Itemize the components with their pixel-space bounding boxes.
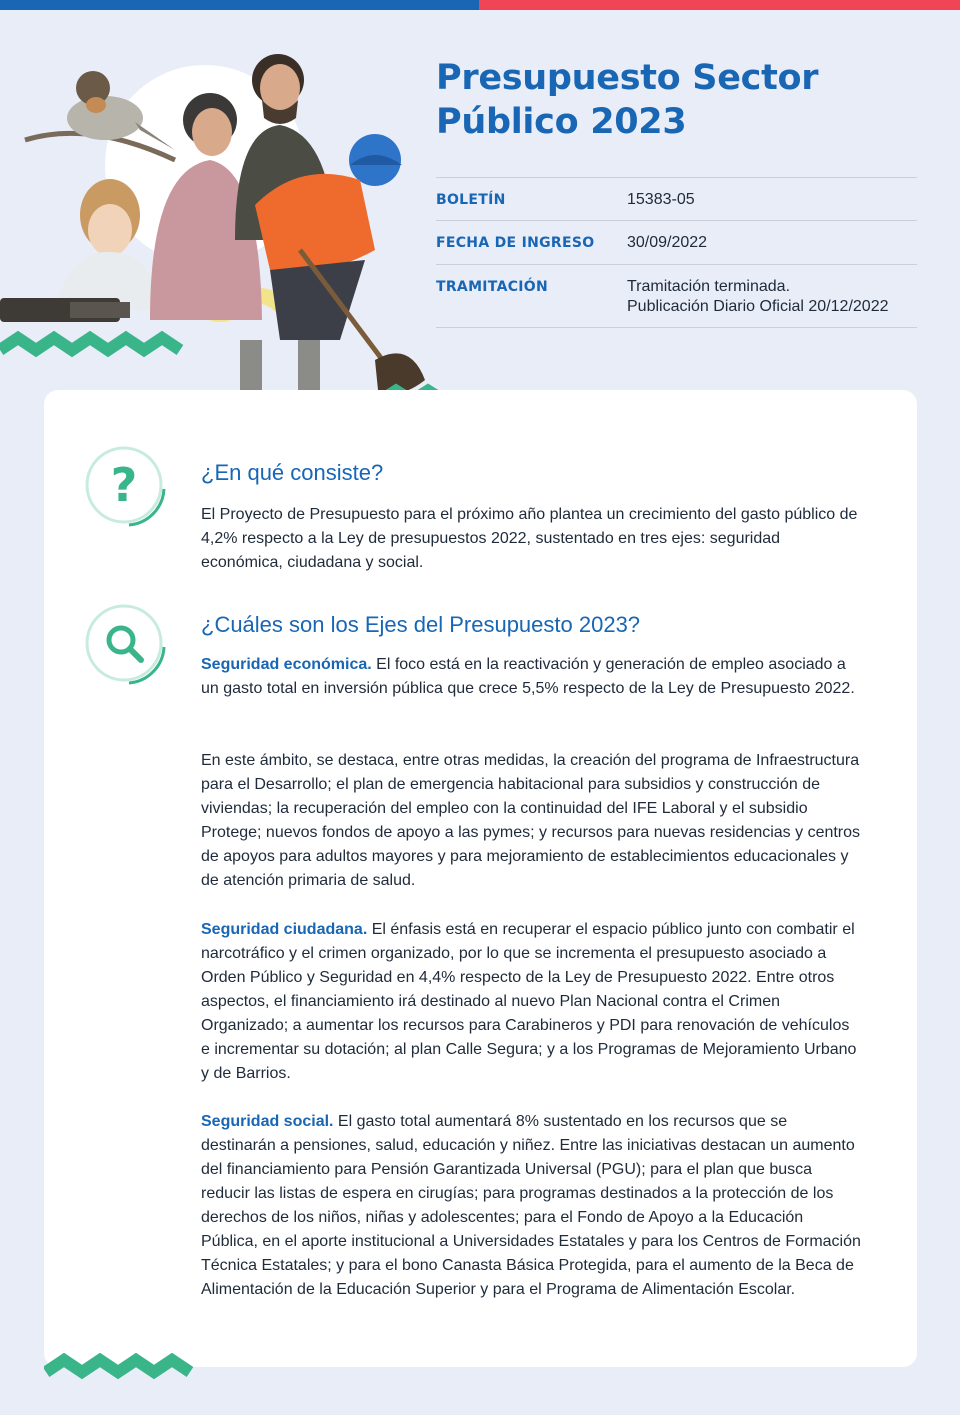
meta-value-block <box>627 277 888 327</box>
section-paragraph: El Proyecto de Presupuesto para el próximo año plantea un crecimiento del gasto público de 4,2% respecto a la Ley de presupuestos 2022, sustentado en tres ejes: seguridad económica, ciudadana y social. <box>201 506 858 571</box>
section-title: ¿Cuáles son los Ejes del Presupuesto 2023? <box>201 612 641 637</box>
hero-illustration <box>0 40 450 420</box>
paragraph-body: El foco está en la reactivación y generación de empleo asociado a un gasto total en inversión pública que crece 5,5% respecto de la Ley de Presupuesto 2022. <box>201 656 855 697</box>
paragraph-lead: Seguridad económica. <box>201 656 372 673</box>
section-paragraph <box>201 653 861 701</box>
decorative-zigzag <box>44 1348 194 1382</box>
top-color-bar <box>0 0 960 10</box>
section-title: ¿En qué consiste? <box>201 460 384 485</box>
top-bar-red <box>479 0 960 10</box>
paragraph-body: El gasto total aumentará 8% sustentado en los recursos que se destinarán a pensiones, salud, educación y niñez. Entre las iniciativas destacan un aumento del financiamiento para Pensión Garantizada Universal (PGU); para el plan que busca reducir las listas de espera en cirugías; para programas destinados a la protección de los derechos de los niños, niñas y adolescentes; para el Fondo de Apoyo a la Educación Pública, en el aporte institucional a Universidades Estatales y para los Centros de Formación Técnica Estatales; y para el bono Canasta Básica Protegida, para el aumento de la Beca de Alimentación de la Educación Superior y para el Programa de Alimentación Escolar. <box>201 1113 861 1298</box>
section-paragraph <box>201 1110 861 1302</box>
meta-value-line: Tramitación terminada. <box>627 278 791 295</box>
paragraph-lead: Seguridad ciudadana. <box>201 921 368 938</box>
meta-value: 15383-05 <box>627 191 695 208</box>
paragraph-body: El énfasis está en recuperar el espacio público junto con combatir el narcotráfico y el crimen organizado, por lo que se incrementa el presupuesto asociado a Orden Público y Seguridad en 4,4% respecto de la Ley de Presupuesto 2022. Entre otros aspectos, el financiamiento irá destinado al nuevo Plan Nacional contra el Crimen Organizado; a aumentar los recursos para Carabineros y PDI para renovación de vehículos e incrementar su dotación; al plan Calle Segura; y a los Programas de Mejoramiento Urbano y de Barrios. <box>201 921 857 1082</box>
meta-label: TRAMITACIÓN <box>436 279 549 295</box>
question-icon <box>84 445 168 529</box>
metadata-table <box>436 177 917 328</box>
paragraph-lead: Seguridad social. <box>201 1113 334 1130</box>
section-paragraph: En este ámbito, se destaca, entre otras medidas, la creación del programa de Infraestructura para el Desarrollo; el plan de emergencia habitacional para subsidios y construcción de viviendas; la recuperación del empleo con la continuidad del IFE Laboral y el subsidio Protege; nuevos fondos de apoyo a las pymes; y recursos para nuevas residencias y centros de apoyos para adultos mayores y para mejoramiento de establecimientos educacionales y de atención primaria de salud. <box>201 752 861 889</box>
meta-value: 30/09/2022 <box>627 234 708 251</box>
meta-label: BOLETÍN <box>436 192 506 208</box>
meta-row-boletin <box>436 177 917 220</box>
meta-value-line: Publicación Diario Oficial 20/12/2022 <box>627 298 889 315</box>
section-paragraph <box>201 918 861 1086</box>
search-icon <box>84 603 168 687</box>
page-title: Presupuesto Sector Público 2023 <box>436 58 819 142</box>
meta-label: FECHA DE INGRESO <box>436 235 595 251</box>
meta-row-tramitacion <box>436 264 917 328</box>
content-card <box>44 390 917 1367</box>
top-bar-blue <box>0 0 479 10</box>
svg-text:?: ? <box>110 458 138 512</box>
meta-row-fecha <box>436 220 917 264</box>
